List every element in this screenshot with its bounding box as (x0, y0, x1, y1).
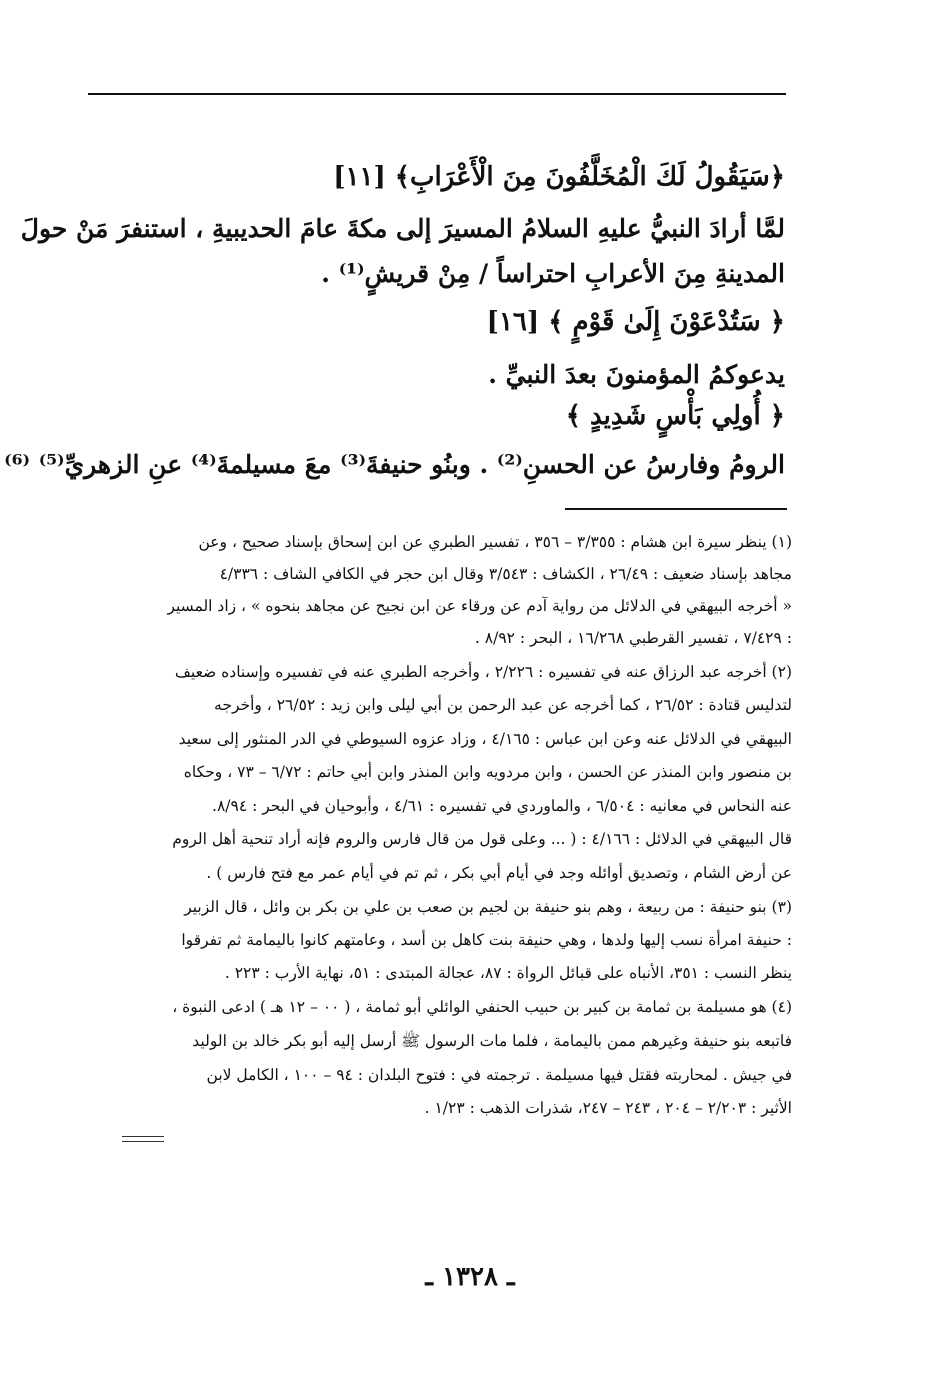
page-number: ـ ١٣٢٨ ـ (425, 1262, 515, 1292)
footnote-line: (٣) بنو حنيفة : من ربيعة ، وهم بنو حنيفة بن لجيم بن صعب بن علي بن بكر بن وائل ، قال الزبير (184, 898, 792, 916)
footnote-line: قال البيهقي في الدلائل : ٤/١٦٦ : ( ... وعلى قول من قال فارس والروم فإنه أراد تنحية أهل الروم (172, 830, 792, 848)
paragraph-3: الرومُ وفارسُ عن الحسنِ⁽²⁾ . وبنُو حنيفةَ⁽³⁾ معَ مسيلمةَ⁽⁴⁾ عنِ الزهريِّ⁽⁵⁾ ⁽⁶⁾ (4, 450, 785, 479)
footnote-line: عنه النحاس في معانيه : ٦/٥٠٤ ، والماوردي في تفسيره : ٤/٦١ ، وأبوحيان في البحر : ٨/٩٤. (212, 797, 792, 815)
paragraph-2: يدعوكمُ المؤمنونَ بعدَ النبيِّ . (488, 360, 785, 389)
footnote-line: : حنيفة امرأة نسب إليها ولدها ، وهي حنيفة بنت كاهل بن أسد ، وعامتهم كانوا باليمامة ثم تفرقوا (181, 931, 792, 949)
footnote-line: لتدليس قتادة : ٢٦/٥٢ ، كما أخرجه عن عبد الرحمن بن أبي ليلى وابن زيد : ٢٦/٥٢ ، وأخرجه (214, 696, 792, 714)
footnote-line: البيهقي في الدلائل عنه وعن ابن عباس : ٤/١٦٥ ، وزاد عزوه السيوطي في الدر المنثور إلى سعيد (178, 730, 792, 748)
footnote-line: مجاهد بإسناد ضعيف : ٢٦/٤٩ ، الكشاف : ٣/٥٤٣ وقال ابن حجر في الكافي الشاف : ٤/٣٣٦ (219, 565, 792, 583)
footnote-line: بن منصور وابن المنذر عن الحسن ، وابن مردويه وابن المنذر وابن أبي حاتم : ٦/٧٢ – ٧٣ ، وحكاه (183, 763, 792, 781)
end-of-footnotes-mark (122, 1136, 164, 1142)
verse-phrase: ﴿ أُولِي بَأْسٍ شَدِيدٍ ﴾ (565, 401, 785, 431)
footnote-line: « أخرجه البيهقي في الدلائل من رواية آدم عن ورقاء عن ابن نجيح عن مجاهد بنحوه » ، زاد المسير (167, 597, 792, 615)
paragraph-1-line-1: لمَّا أرادَ النبيُّ عليهِ السلامُ المسيرَ إلى مكةَ عامَ الحديبيةِ ، استنفرَ مَنْ حولَ (20, 214, 785, 243)
footnote-line: ينظر النسب : ٣٥١، الأنباه على قبائل الرواة : ٨٧، عجالة المبتدى : ٥١، نهاية الأرب : ٢٢٣ . (224, 964, 792, 982)
footnote-line: (٤) هو مسيلمة بن ثمامة بن كبير بن حبيب الحنفي الوائلي أبو ثمامة ، ( ٠٠ – ١٢ هـ ) ادعى النبوة ، (172, 998, 792, 1016)
verse-16: ﴿ سَتُدْعَوْنَ إِلَىٰ قَوْمٍ ﴾ [١٦] (486, 307, 785, 337)
footnote-line: عن أرض الشام ، وتصديق أوائله وجد في أيام أبي بكر ، ثم تم في أيام عمر مع فتح فارس ) . (206, 864, 792, 882)
paragraph-1-line-2: المدينةِ مِنَ الأعرابِ احتراساً / مِنْ قريشٍ⁽¹⁾ . (321, 259, 785, 288)
footnote-line: (١) ينظر سيرة ابن هشام : ٣/٣٥٥ – ٣٥٦ ، تفسير الطبري عن ابن إسحاق بإسناد صحيح ، وعن (198, 533, 792, 551)
footnote-line: في جيش . لمحاربته فقتل فيها مسيلمة . ترجمته في : فتوح البلدان : ٩٤ – ١٠٠ ، الكامل لابن (206, 1066, 792, 1084)
footnote-line: فاتبعه بنو حنيفة وغيرهم ممن باليمامة ، فلما مات الرسول ﷺ أرسل إليه أبو بكر خالد بن الوليد (192, 1032, 792, 1050)
verse-11: ﴿سَيَقُولُ لَكَ الْمُخَلَّفُونَ مِنَ الْأَعْرَابِ﴾ [١١] (333, 162, 785, 192)
footnote-line: الأثير : ٢/٢٠٣ – ٢٠٤ ، ٢٤٣ – ٢٤٧، شذرات الذهب : ١/٢٣ . (424, 1099, 792, 1117)
footnote-line: : ٧/٤٢٩ ، تفسير القرطبي ١٦/٢٦٨ ، البحر : ٨/٩٢ . (474, 629, 792, 647)
footnote-separator (565, 508, 787, 510)
footnote-line: (٢) أخرجه عبد الرزاق عنه في تفسيره : ٢/٢٢٦ ، وأخرجه الطبري عنه في تفسيره وإسناده ضعيف (174, 663, 792, 681)
top-rule (88, 93, 786, 95)
